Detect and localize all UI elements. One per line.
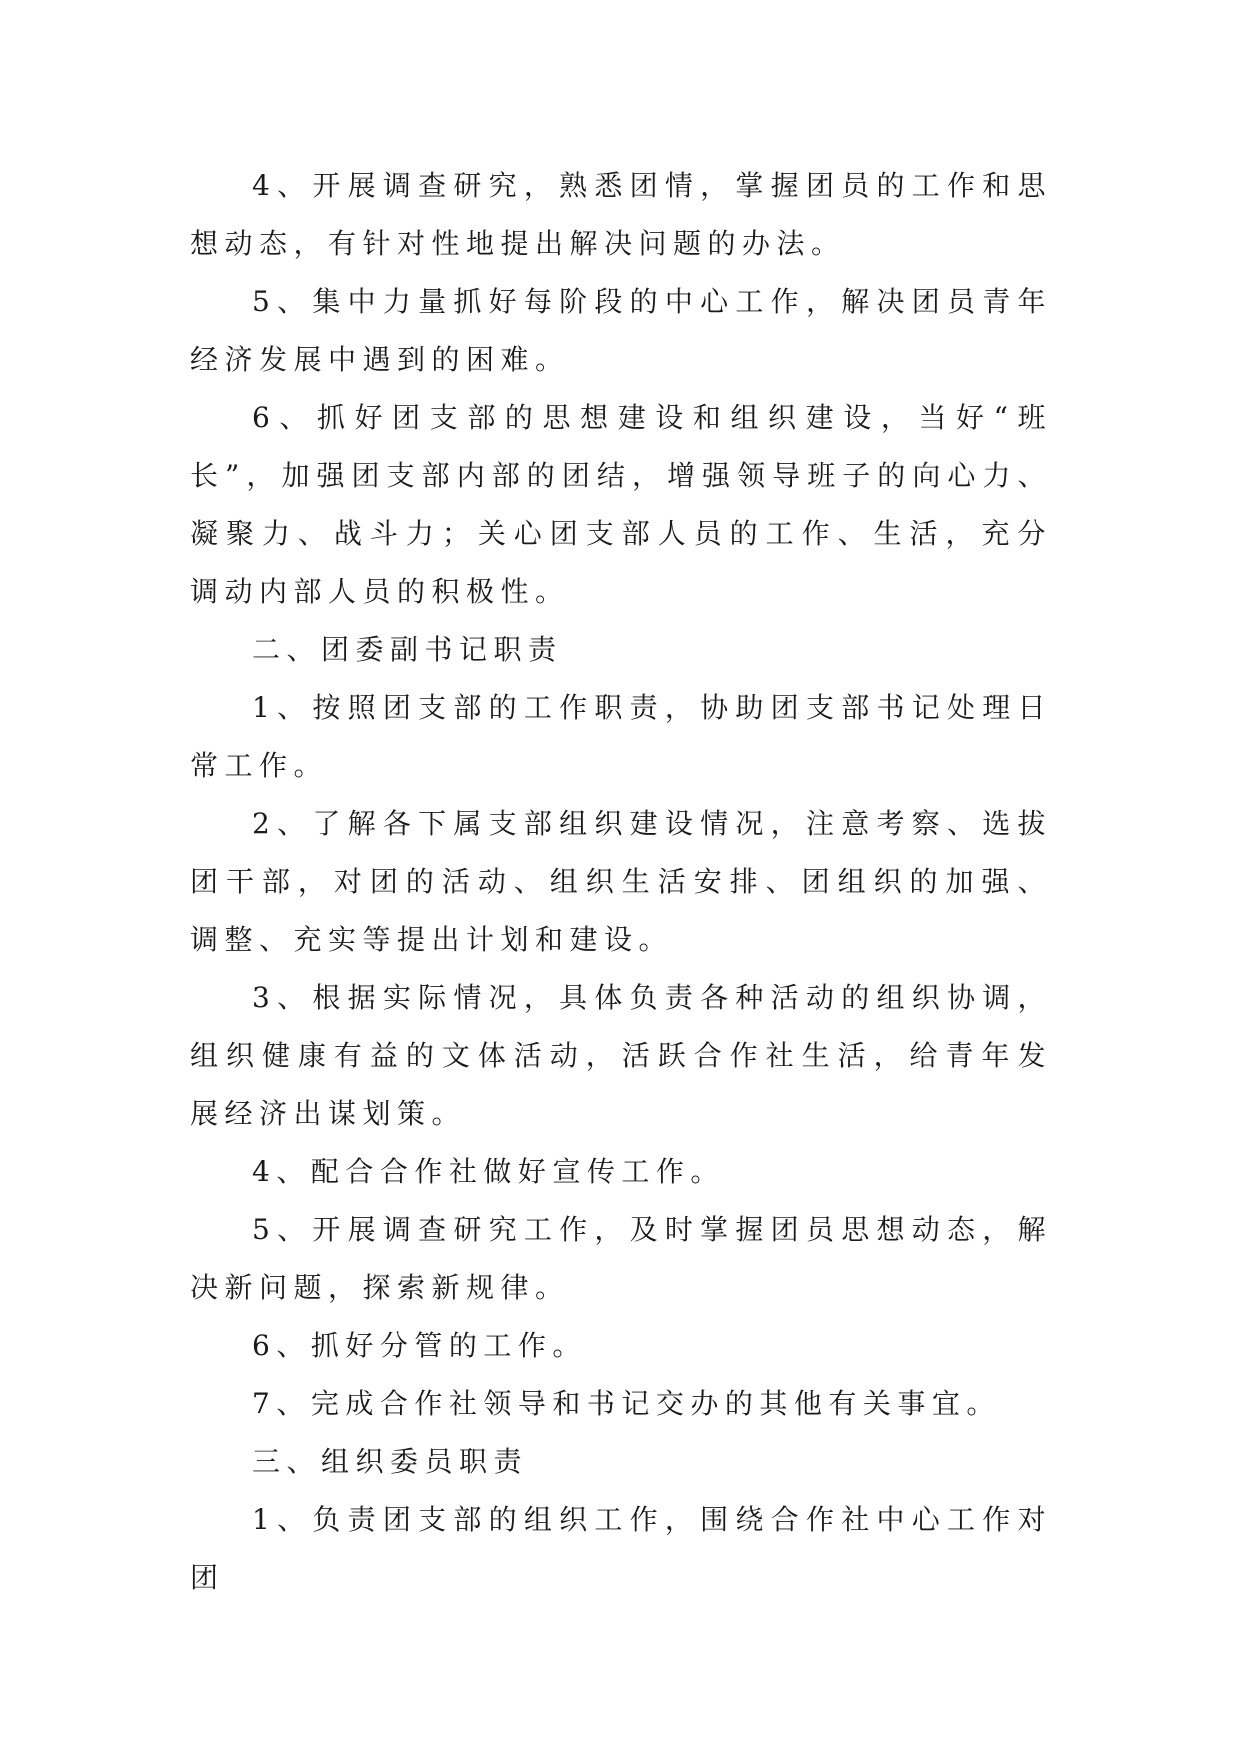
paragraph-deputy-duty-4: 4、配合合作社做好宣传工作。 <box>252 1155 725 1188</box>
paragraph-deputy-duty-2: 2、了解各下属支部组织建设情况，注意考察、选拔团干部，对团的活动、组织生活安排、团组织的加强、调整、充实等提出计划和建设。 <box>190 807 1052 956</box>
paragraph-duty-6: 6、抓好团支部的思想建设和组织建设，当好“班长”，加强团支部内部的团结，增强领导班子的向心力、凝聚力、战斗力；关心团支部人员的工作、生活，充分调动内部人员的积极性。 <box>190 401 1052 608</box>
paragraph-organization-duty-1: 1、负责团支部的组织工作，围绕合作社中心工作对团 <box>190 1503 1052 1594</box>
paragraph-deputy-duty-7: 7、完成合作社领导和书记交办的其他有关事宜。 <box>252 1387 1001 1420</box>
paragraph-deputy-duty-3: 3、根据实际情况，具体负责各种活动的组织协调，组织健康有益的文体活动，活跃合作社生活，给青年发展经济出谋划策。 <box>190 981 1052 1130</box>
paragraph-deputy-duty-5: 5、开展调查研究工作，及时掌握团员思想动态，解决新问题，探索新规律。 <box>190 1213 1052 1304</box>
paragraph-duty-4: 4、开展调查研究，熟悉团情，掌握团员的工作和思想动态，有针对性地提出解决问题的办法。 <box>190 169 1052 260</box>
paragraph-duty-5: 5、集中力量抓好每阶段的中心工作，解决团员青年经济发展中遇到的困难。 <box>190 285 1052 376</box>
section-heading-deputy-secretary: 二、团委副书记职责 <box>252 633 563 666</box>
paragraph-deputy-duty-1: 1、按照团支部的工作职责，协助团支部书记处理日常工作。 <box>190 691 1052 782</box>
paragraph-deputy-duty-6: 6、抓好分管的工作。 <box>252 1329 587 1362</box>
section-heading-organization-member: 三、组织委员职责 <box>252 1445 529 1478</box>
document-body <box>190 157 1052 1607</box>
